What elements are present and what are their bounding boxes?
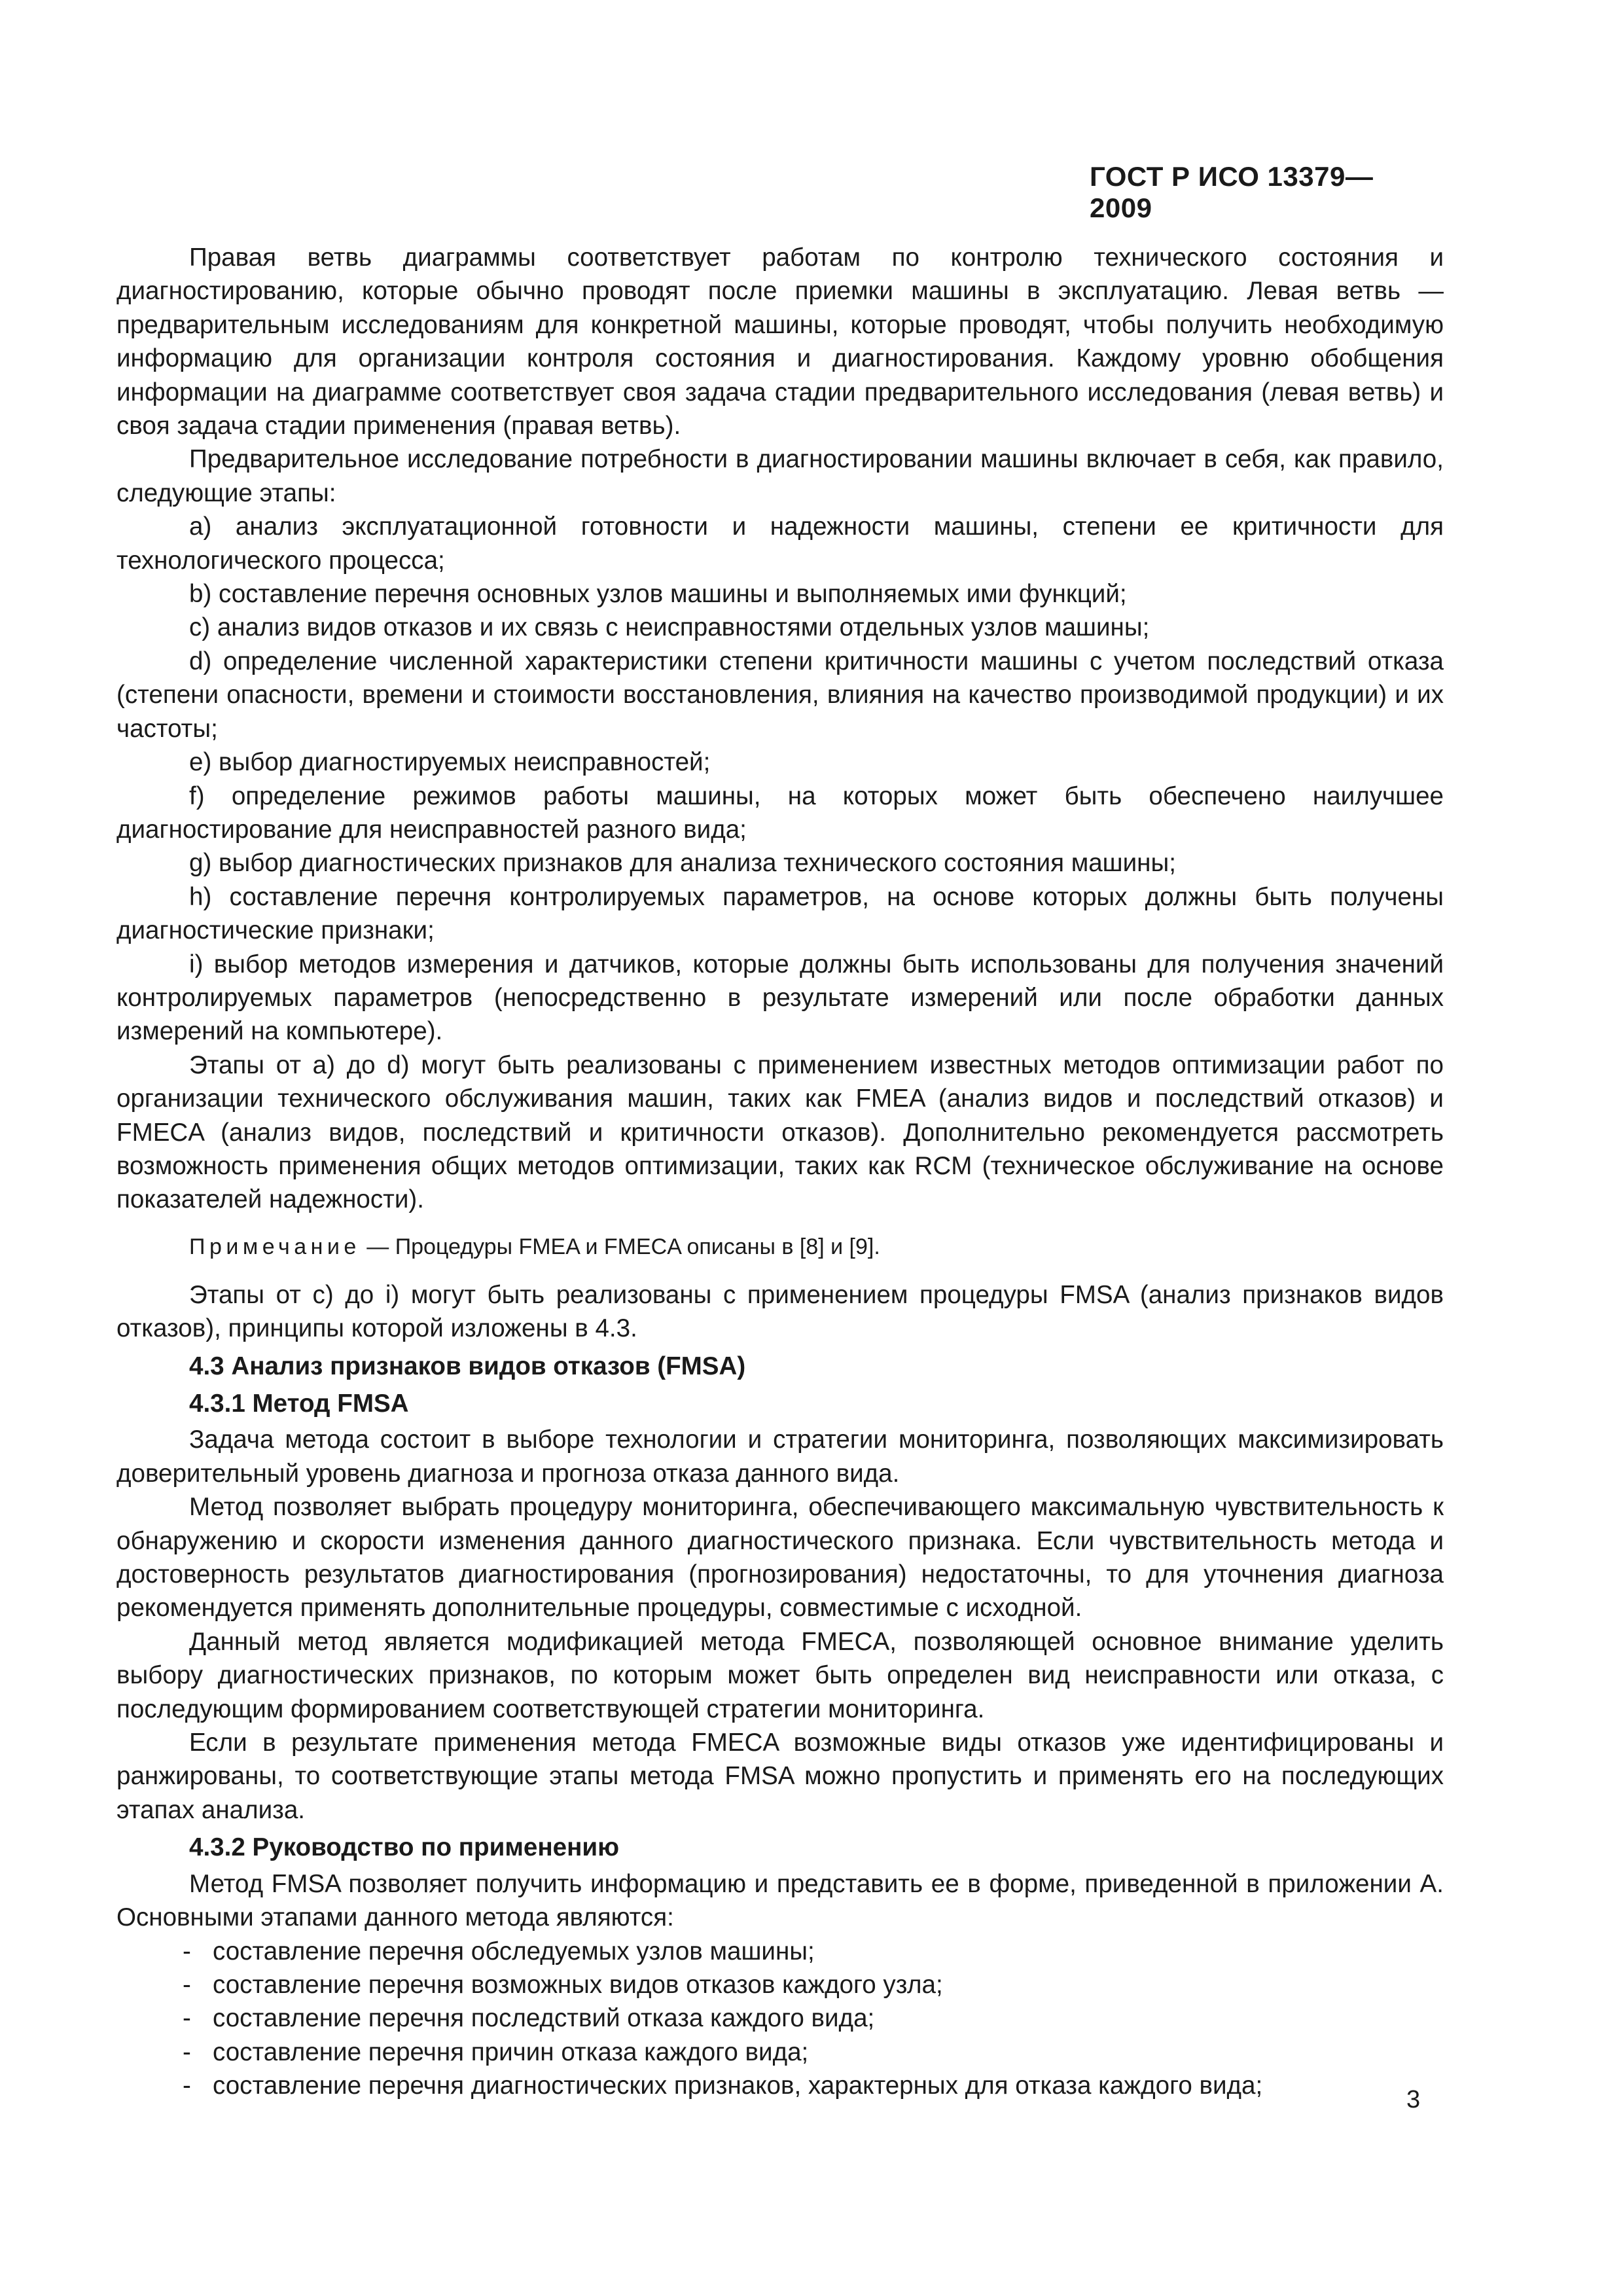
subsection-heading-4-3-1: 4.3.1 Метод FMSA [189, 1390, 409, 1418]
page-number: 3 [1406, 2086, 1421, 2113]
paragraph-optimization-methods: Этапы от а) до d) могут быть реализованы с применением известных методов оптимизации работ по организации технического обслуживания машин, таких как FMEA (анализ видов и последствий отказов) и FMECA (анализ видов, последствий и критичности отказов). Дополнительно рекомендуется рассмотреть возможность применения общих методов оптимизации, таких как RCM (техническое обслуживание на основе показателей надежности). [116, 1050, 1444, 1214]
step-item-a: а) анализ эксплуатационной готовности и надежности машины, степени ее критичности для технологического процесса; [116, 512, 1444, 575]
stages-list [116, 1935, 1444, 2103]
list-dash: - [183, 2037, 191, 2066]
list-dash: - [183, 1970, 191, 1999]
step-item-d: d) определение численной характеристики степени критичности машины с учетом последствий отказа (степени опасности, времени и стоимости восстановления, влияния на качество производимой продукции) и их частоты; [116, 647, 1444, 743]
section-heading-4-3: 4.3 Анализ признаков видов отказов (FMSA) [189, 1352, 746, 1380]
paragraph-method-procedure: Метод позволяет выбрать процедуру мониторинга, обеспечивающего максимальную чувствительность к обнаружению и скорости изменения данного диагностического признака. Если чувствительность метода и достоверность результатов диагностирования (прогнозирования) недостаточны, то для уточнения диагноза рекомендуется применять дополнительные процедуры, совместимые с исходной. [116, 1493, 1444, 1623]
list-item [116, 1935, 1444, 1968]
note-label: Примечание [189, 1234, 361, 1259]
list-dash: - [183, 1937, 191, 1965]
list-item [116, 2036, 1444, 2069]
document-code-header: ГОСТ Р ИСО 13379—2009 [1090, 161, 1374, 223]
list-dash: - [183, 2072, 191, 2100]
page-content [116, 241, 1444, 2103]
paragraph-guidance-intro: Метод FMSA позволяет получить информацию и представить ее в форме, приведенной в приложении А. Основными этапами данного метода являются: [116, 1869, 1444, 1932]
list-item-text: составление перечня возможных видов отказов каждого узла; [213, 1970, 943, 1999]
list-item [116, 1968, 1444, 2001]
step-item-c: c) анализ видов отказов и их связь с неисправностями отдельных узлов машины; [189, 613, 1150, 642]
list-item-text: составление перечня причин отказа каждого вида; [213, 2037, 809, 2066]
step-item-b: b) составление перечня основных узлов машины и выполняемых ими функций; [189, 580, 1127, 609]
list-item-text: составление перечня последствий отказа каждого вида; [213, 2004, 875, 2033]
list-item-text: составление перечня диагностических признаков, характерных для отказа каждого вида; [213, 2072, 1263, 2100]
paragraph-diagram-branches: Правая ветвь диаграммы соответствует работам по контролю технического состояния и диагностированию, которые обычно проводят после приемки машины в эксплуатацию. Левая ветвь — предварительным исследованиям для конкретной машины, которые проводят, чтобы получить необходимую информацию для организации контроля состояния и диагностирования. Каждому уровню обобщения информации на диаграмме соответствует своя задача стадии предварительного исследования (левая ветвь) и своя задача стадии применения (правая ветвь). [116, 243, 1444, 440]
list-dash: - [183, 2004, 191, 2033]
paragraph-method-modification: Данный метод является модификацией метода FMECA, позволяющей основное внимание уделить выбору диагностических признаков, по которым может быть определен вид неисправности или отказа, с последующим формированием соответствующей стратегии мониторинга. [116, 1627, 1444, 1723]
list-item [116, 2001, 1444, 2035]
step-item-e: e) выбор диагностируемых неисправностей; [189, 748, 711, 777]
step-item-i: i) выбор методов измерения и датчиков, которые должны быть использованы для получения значений контролируемых параметров (непосредственно в результате измерений или после обработки данных измерений на компьютере). [116, 950, 1444, 1046]
note-text: — Процедуры FMEA и FMECA описаны в [8] и [9]. [366, 1234, 880, 1259]
paragraph-fmsa-reference: Этапы от с) до i) могут быть реализованы с применением процедуры FMSA (анализ признаков видов отказов), принципы которой изложены в 4.3. [116, 1280, 1444, 1343]
paragraph-method-fmeca: Если в результате применения метода FMECA возможные виды отказов уже идентифицированы и ранжированы, то соответствующие этапы метода FMSA можно пропустить и применять его на последующих этапах анализа. [116, 1729, 1444, 1824]
list-item [116, 2069, 1444, 2102]
step-item-h: h) составление перечня контролируемых параметров, на основе которых должны быть получены диагностические признаки; [116, 882, 1444, 945]
note [116, 1231, 1444, 1263]
paragraph-preliminary-study: Предварительное исследование потребности в диагностировании машины включает в себя, как правило, следующие этапы: [116, 445, 1444, 507]
list-item-text: составление перечня обследуемых узлов машины; [213, 1937, 815, 1965]
paragraph-method-task: Задача метода состоит в выборе технологии и стратегии мониторинга, позволяющих максимизировать доверительный уровень диагноза и прогноза отказа данного вида. [116, 1426, 1444, 1488]
step-item-g: g) выбор диагностических признаков для анализа технического состояния машины; [189, 849, 1176, 878]
subsection-heading-4-3-2: 4.3.2 Руководство по применению [189, 1833, 620, 1862]
step-item-f: f) определение режимов работы машины, на которых может быть обеспечено наилучшее диагностирование для неисправностей разного вида; [116, 781, 1444, 844]
